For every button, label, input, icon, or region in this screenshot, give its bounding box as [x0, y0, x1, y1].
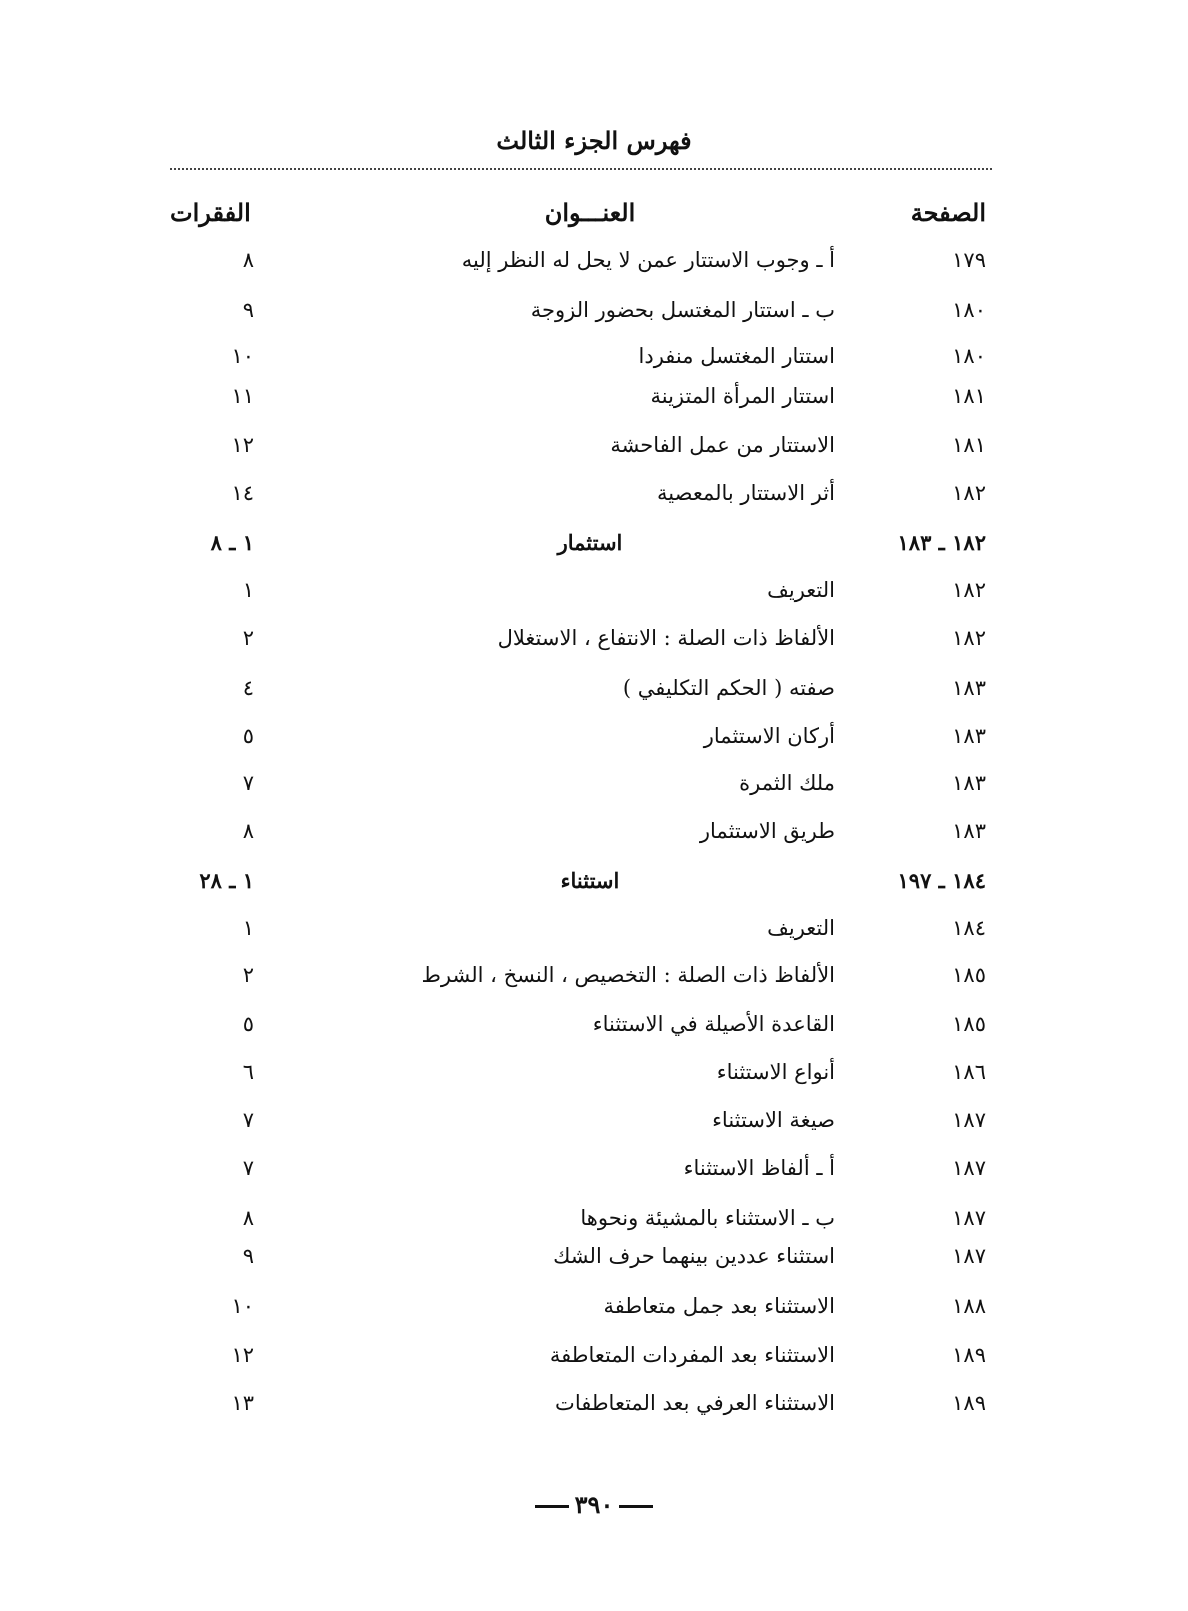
section-title-cell: استثمار [557, 530, 623, 555]
page-cell: ١٨٢ [952, 481, 986, 505]
index-row [0, 1343, 1188, 1379]
title-cell: صيغة الاستثناء [712, 1108, 835, 1132]
title-cell: الاستثناء بعد المفردات المتعاطفة [549, 1343, 835, 1367]
paragraph-cell: ٢ [242, 626, 254, 650]
title-cell: التعريف [767, 916, 835, 940]
paragraph-cell: ٧ [242, 771, 254, 795]
index-row [0, 724, 1188, 760]
paragraph-cell: ٤ [242, 676, 254, 700]
index-row [0, 344, 1188, 380]
paragraph-cell: ١٢ [231, 433, 254, 457]
page-cell: ١٨٤ ـ ١٩٧ [897, 868, 986, 893]
index-row [0, 771, 1188, 807]
page-number [0, 1490, 1188, 1519]
header-paragraphs: الفقرات [170, 198, 251, 227]
title-cell: أثر الاستتار بالمعصية [657, 481, 835, 505]
page-number-dash [619, 1505, 653, 1508]
index-row [0, 248, 1188, 284]
title-cell: ب ـ استتار المغتسل بحضور الزوجة [530, 298, 835, 322]
paragraph-cell: ٩ [242, 1244, 254, 1268]
header-title: العنـــوان [544, 198, 636, 227]
index-row [0, 433, 1188, 469]
page-cell: ١٨٣ [952, 676, 986, 700]
paragraph-cell: ١ [242, 578, 254, 602]
paragraph-cell: ٥ [242, 724, 254, 748]
title-cell: طريق الاستثمار [699, 819, 835, 843]
title-cell: أركان الاستثمار [703, 724, 835, 748]
index-row [0, 298, 1188, 334]
index-row [0, 819, 1188, 855]
index-row [0, 626, 1188, 662]
title-cell: صفته ( الحكم التكليفي ) [622, 676, 835, 700]
index-row [0, 1294, 1188, 1330]
page-cell: ١٨١ [952, 433, 986, 457]
page-cell: ١٨٣ [952, 724, 986, 748]
section-row [0, 868, 1188, 904]
title-cell: استثناء عددين بينهما حرف الشك [553, 1244, 835, 1268]
page-cell: ١٨١ [952, 384, 986, 408]
index-row [0, 963, 1188, 999]
index-row [0, 676, 1188, 712]
page-cell: ١٨٧ [952, 1156, 986, 1180]
title-cell: الألفاظ ذات الصلة : التخصيص ، النسخ ، الشرط [421, 963, 835, 987]
page-cell: ١٨٨ [952, 1294, 986, 1318]
paragraph-cell: ٦ [242, 1060, 254, 1084]
page-cell: ١٨٦ [952, 1060, 986, 1084]
page-cell: ١٨٥ [952, 963, 986, 987]
paragraph-cell: ١ ـ ٨ [210, 530, 254, 555]
page-cell: ١٨٣ [952, 819, 986, 843]
paragraph-cell: ٨ [242, 1206, 254, 1230]
title-cell: التعريف [767, 578, 835, 602]
paragraph-cell: ٢ [242, 963, 254, 987]
page-title: فهرس الجزء الثالث [496, 126, 692, 155]
title-cell: الاستثناء بعد جمل متعاطفة [603, 1294, 835, 1318]
page-cell: ١٨٣ [952, 771, 986, 795]
page-cell: ١٨٧ [952, 1206, 986, 1230]
index-row [0, 1206, 1188, 1242]
header-page: الصفحة [910, 198, 986, 227]
paragraph-cell: ١ [242, 916, 254, 940]
index-row [0, 481, 1188, 517]
paragraph-cell: ٧ [242, 1108, 254, 1132]
paragraph-cell: ١٤ [231, 481, 254, 505]
title-cell: أ ـ ألفاظ الاستثناء [683, 1156, 835, 1180]
paragraph-cell: ٥ [242, 1012, 254, 1036]
page-cell: ١٨٧ [952, 1244, 986, 1268]
page-cell: ١٨٥ [952, 1012, 986, 1036]
page-cell: ١٨٤ [952, 916, 986, 940]
title-cell: استتار المغتسل منفردا [638, 344, 835, 368]
index-row [0, 916, 1188, 952]
section-title-cell: استثناء [560, 868, 620, 893]
index-row [0, 1244, 1188, 1280]
title-cell: أنواع الاستثناء [716, 1060, 835, 1084]
paragraph-cell: ١ ـ ٢٨ [199, 868, 254, 893]
paragraph-cell: ١٠ [231, 344, 254, 368]
index-row [0, 578, 1188, 614]
title-cell: استتار المرأة المتزينة [650, 384, 835, 408]
title-cell: الاستثناء العرفي بعد المتعاطفات [555, 1391, 835, 1415]
title-cell: ب ـ الاستثناء بالمشيئة ونحوها [580, 1206, 835, 1230]
page-cell: ١٧٩ [952, 248, 986, 272]
page-cell: ١٨٢ ـ ١٨٣ [897, 530, 986, 555]
page-cell: ١٨٢ [952, 578, 986, 602]
title-cell: أ ـ وجوب الاستتار عمن لا يحل له النظر إليه [461, 248, 835, 272]
page-number-dash [535, 1505, 569, 1508]
index-row [0, 1060, 1188, 1096]
page-cell: ١٨٢ [952, 626, 986, 650]
paragraph-cell: ٨ [242, 819, 254, 843]
paragraph-cell: ٩ [242, 298, 254, 322]
page-cell: ١٨٠ [952, 298, 986, 322]
page-cell: ١٨٩ [952, 1343, 986, 1367]
title-cell: الألفاظ ذات الصلة : الانتفاع ، الاستغلال [497, 626, 835, 650]
page-cell: ١٨٠ [952, 344, 986, 368]
page-cell: ١٨٩ [952, 1391, 986, 1415]
section-row [0, 530, 1188, 566]
index-row [0, 384, 1188, 420]
page-number-value: ٣٩٠ [574, 1490, 614, 1519]
index-row [0, 1156, 1188, 1192]
paragraph-cell: ٧ [242, 1156, 254, 1180]
paragraph-cell: ١٠ [231, 1294, 254, 1318]
index-row [0, 1108, 1188, 1144]
paragraph-cell: ١١ [231, 384, 254, 408]
title-cell: القاعدة الأصيلة في الاستثناء [592, 1012, 835, 1036]
paragraph-cell: ١٣ [231, 1391, 254, 1415]
index-row [0, 1012, 1188, 1048]
index-row [0, 1391, 1188, 1427]
title-cell: الاستتار من عمل الفاحشة [610, 433, 835, 457]
page-cell: ١٨٧ [952, 1108, 986, 1132]
title-cell: ملك الثمرة [739, 771, 835, 795]
paragraph-cell: ١٢ [231, 1343, 254, 1367]
paragraph-cell: ٨ [242, 248, 254, 272]
